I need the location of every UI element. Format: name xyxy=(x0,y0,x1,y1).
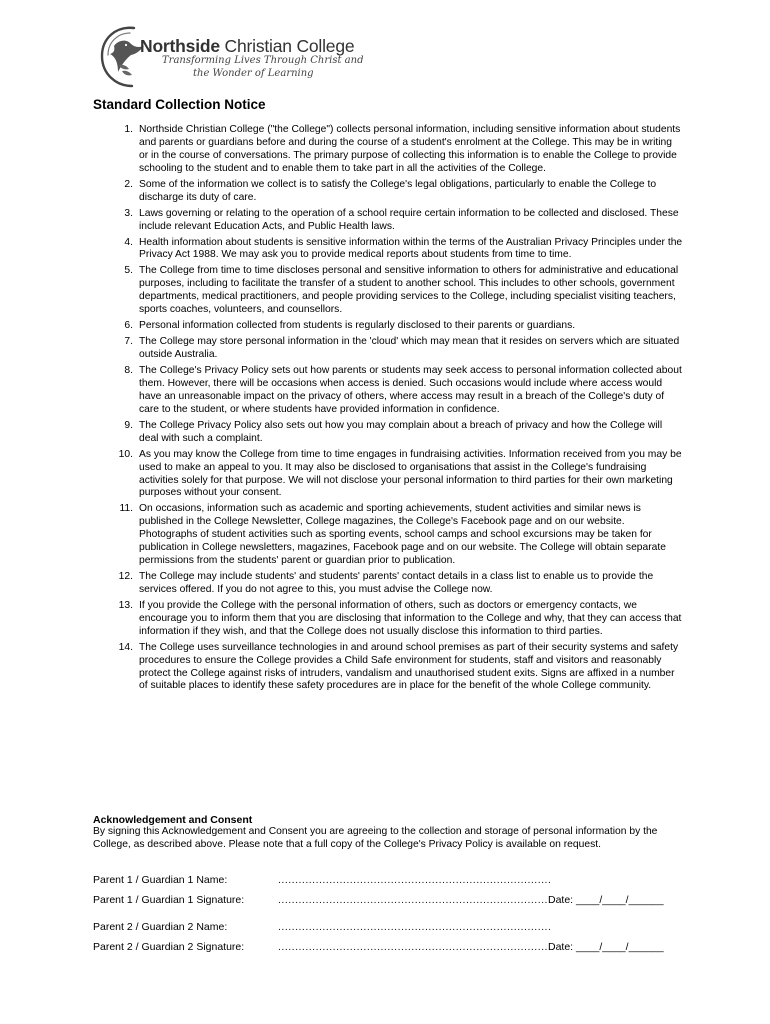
item-number: 12. xyxy=(118,571,133,583)
item-text: Northside Christian College ("the College") collects personal information, including sensitive information about students and parents or guardians before and during the course of a student's enrolment at the College. This may be in writing or in the course of conversations. The primary purpose of collecting this information is to enable the College to provide schooling to the student and to enable them to take part in all the activities of the College. xyxy=(139,124,681,174)
item-text: As you may know the College from time to time engages in fundraising activities. Information received from you may be used to make an appeal to you. It may also be disclosed to organisations that assist in the College's fundraising activities solely for that purpose. We will not disclose your personal information to third parties for their own marketing purposes without your consent. xyxy=(139,448,682,499)
item-text: The College may store personal information in the 'cloud' which may mean that it resides on servers which are situated outside Australia. xyxy=(139,336,680,361)
college-tagline-line-1: Transforming Lives Through Christ and xyxy=(162,55,364,66)
item-number: 8. xyxy=(124,365,133,377)
notice-list xyxy=(93,124,683,696)
item-number: 1. xyxy=(124,124,133,135)
college-logo xyxy=(96,24,396,94)
field-label: Parent 2 / Guardian 2 Signature: xyxy=(93,941,245,953)
item-text: Health information about students is sensitive information within the terms of the Australian Privacy Principles under the Privacy Act 1988. We may ask you to provide medical reports about students from time to time. xyxy=(139,236,683,261)
parent-1-name-row xyxy=(93,874,693,888)
notice-item xyxy=(93,265,683,317)
parent-2-name-field[interactable]: ................................................................................ xyxy=(278,921,552,933)
item-text: The College uses surveillance technologies in and around school premises as part of their security systems and safety procedures to ensure the College provides a Child Safe environment for students, staff and visitors and reasonably protect the College against risks of intruders, vandalism and unauthorised student exits. Signs are affixed in a number of suitable places to identify these safety procedures are in place for the benefit of the whole College community. xyxy=(139,641,679,692)
notice-item xyxy=(93,320,683,333)
acknowledgement-text: By signing this Acknowledgement and Consent you are agreeing to the collection and storage of personal information by the College, as described above. Please note that a full copy of the College's Privacy Policy is available on request. xyxy=(93,826,658,850)
item-number: 7. xyxy=(124,336,133,348)
parent-2-name-row xyxy=(93,921,693,935)
notice-item xyxy=(93,179,683,205)
parent-1-name-field[interactable]: ................................................................................ xyxy=(278,874,552,886)
notice-item xyxy=(93,503,683,568)
field-label: Parent 1 / Guardian 1 Signature: xyxy=(93,894,245,906)
parent-1-date-field[interactable]: Date: ____/____/______ xyxy=(548,894,664,906)
item-text: Personal information collected from students is regularly disclosed to their parents or guardians. xyxy=(139,320,576,332)
notice-item xyxy=(93,642,683,694)
item-text: The College Privacy Policy also sets out how you may complain about a breach of privacy and how the College will deal with such a complaint. xyxy=(139,419,663,444)
notice-item xyxy=(93,336,683,362)
item-text: Laws governing or relating to the operation of a school require certain information to be collected and disclosed. These include relevant Education Acts, and Public Health laws. xyxy=(139,207,679,232)
notice-item xyxy=(93,124,683,176)
item-text: If you provide the College with the personal information of others, such as doctors or emergency contacts, we encourage you to inform them that you are disclosing that information to the College and why, that they can access that information if they wish, and that the College does not usually disclose this information to third parties. xyxy=(139,599,682,637)
notice-item xyxy=(93,449,683,501)
item-text: The College from time to time discloses personal and sensitive information to others for administrative and educational purposes, including to facilitate the transfer of a student to another school. This includes to other schools, government departments, medical practitioners, and people providing services to the College, including specialist visiting teachers, sports coaches, volunteers, and counsellors. xyxy=(139,265,679,316)
acknowledgement-heading: Acknowledgement and Consent xyxy=(93,814,253,826)
item-number: 13. xyxy=(118,599,133,611)
notice-item xyxy=(93,365,683,417)
page-title: Standard Collection Notice xyxy=(93,97,266,112)
field-label: Parent 2 / Guardian 2 Name: xyxy=(93,921,228,933)
item-number: 2. xyxy=(124,178,133,190)
notice-item xyxy=(93,571,683,597)
parent-1-signature-field[interactable]: ................................................................................ xyxy=(278,894,552,906)
item-number: 6. xyxy=(124,320,133,332)
notice-item xyxy=(93,600,683,639)
notice-item xyxy=(93,420,683,446)
field-label: Parent 1 / Guardian 1 Name: xyxy=(93,874,228,886)
item-text: The College's Privacy Policy sets out how parents or students may seek access to personal information collected about them. However, there will be occasions when access is denied. Such occasions would include where access would have an unreasonable impact on the privacy of others, where access may result in a breach of the College's duty of care to the student, or where students have provided information in confidence. xyxy=(139,365,682,415)
item-text: The College may include students' and students' parents' contact details in a class list to enable us to provide the services offered. If you do not agree to this, you must advise the College now. xyxy=(139,571,654,595)
item-text: On occasions, information such as academic and sporting achievements, student activities and similar news is published in the College Newsletter, College magazines, the College's Facebook page and on our website. Photographs of student activities such as sporting events, school camps and school excursions may be taken for publication in College newsletters, magazines, Facebook page and on our website. The College will obtain separate permissions from the students' parent or guardian prior to publication. xyxy=(139,503,666,567)
notice-item xyxy=(93,237,683,263)
parent-2-date-field[interactable]: Date: ____/____/______ xyxy=(548,941,664,953)
item-number: 3. xyxy=(124,207,133,219)
item-number: 4. xyxy=(124,236,133,248)
parent-2-signature-field[interactable]: ................................................................................ xyxy=(278,941,552,953)
college-name: Northside Christian College xyxy=(140,36,355,56)
item-number: 5. xyxy=(124,265,133,277)
parent-1-signature-row xyxy=(93,894,693,908)
item-number: 9. xyxy=(124,419,133,431)
item-number: 14. xyxy=(118,641,133,653)
item-text: Some of the information we collect is to satisfy the College's legal obligations, particularly to enable the College to discharge its duty of care. xyxy=(139,178,657,203)
dove-emblem-icon xyxy=(96,24,166,94)
item-number: 11. xyxy=(119,503,133,515)
college-tagline-line-2: the Wonder of Learning xyxy=(193,68,314,79)
parent-2-signature-row xyxy=(93,941,693,955)
item-number: 10. xyxy=(118,448,133,460)
notice-item xyxy=(93,208,683,234)
